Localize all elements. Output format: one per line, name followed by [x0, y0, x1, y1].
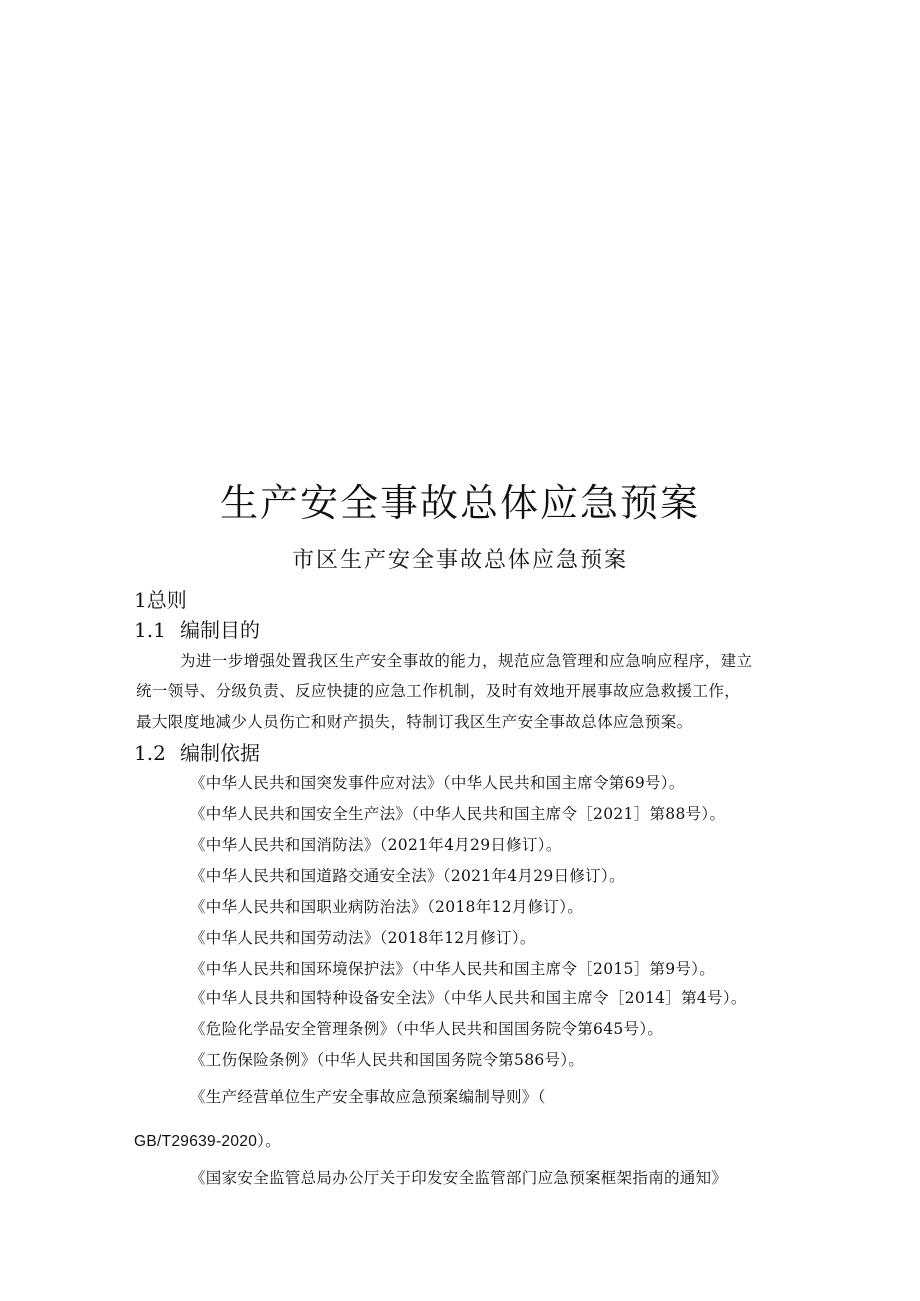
list-item: 《生产经营单位生产安全事故应急预案编制导则》（ [190, 1088, 546, 1106]
chapter-heading: 1总则 [134, 588, 187, 612]
list-item: 《中华人民共和国突发事件应对法》（中华人民共和国主席令第69号）。 [190, 774, 685, 792]
list-item: 《国家安全监管总局办公厅关于印发安全监管部门应急预案框架指南的通知》 [190, 1169, 728, 1187]
list-item: 《危险化学品安全管理条例》（中华人民共和国国务院令第645号）。 [190, 1020, 664, 1038]
list-item: 《中华人民共和国消防法》（2021年4月29日修订）。 [190, 836, 562, 854]
list-item: GB/T29639-2020）。 [134, 1133, 281, 1150]
list-item: 《中华人民共和国劳动法》（2018年12月修订）。 [190, 929, 536, 947]
list-item: 《中华人民共和国职业病防治法》（2018年12月修订）。 [190, 898, 584, 916]
section-number: 1.1 [134, 618, 166, 642]
list-item: 《中华人民共和国环境保护法》（中华人民共和国主席令［2015］第9号）。 [190, 960, 716, 978]
document-subtitle: 市区生产安全事故总体应急预案 [291, 548, 628, 573]
list-item: 《中华人民共和国安全生产法》（中华人民共和国主席令［2021］第88号）。 [190, 805, 726, 823]
section-heading-1-1 [134, 614, 260, 643]
section-number: 1.2 [134, 741, 166, 765]
list-item: 《中华人民共和国道路交通安全法》（2021年4月29日修订）。 [190, 867, 625, 885]
paragraph-line: 为进一步增强处置我区生产安全事故的能力，规范应急管理和应急响应程序，建立 [180, 652, 753, 670]
section-title: 编制目的 [180, 618, 260, 642]
document-title: 生产安全事故总体应急预案 [219, 481, 700, 525]
paragraph-line: 最大限度地减少人员伤亡和财产损失，特制订我区生产安全事故总体应急预案。 [136, 713, 693, 731]
list-item: 《中华人艮共和国特种设备安全法》（中华人民共和国主席令［2014］第4号）。 [190, 989, 747, 1007]
section-heading-1-2 [134, 737, 260, 766]
section-title: 编制依据 [180, 741, 260, 765]
list-item: 《工伤保险条例》（中华人民共和国国务院令第586号）。 [190, 1051, 585, 1069]
paragraph-line: 统一领导、分级负责、反应快捷的应急工作机制，及时有效地开展事故应急救援工作， [136, 682, 741, 700]
